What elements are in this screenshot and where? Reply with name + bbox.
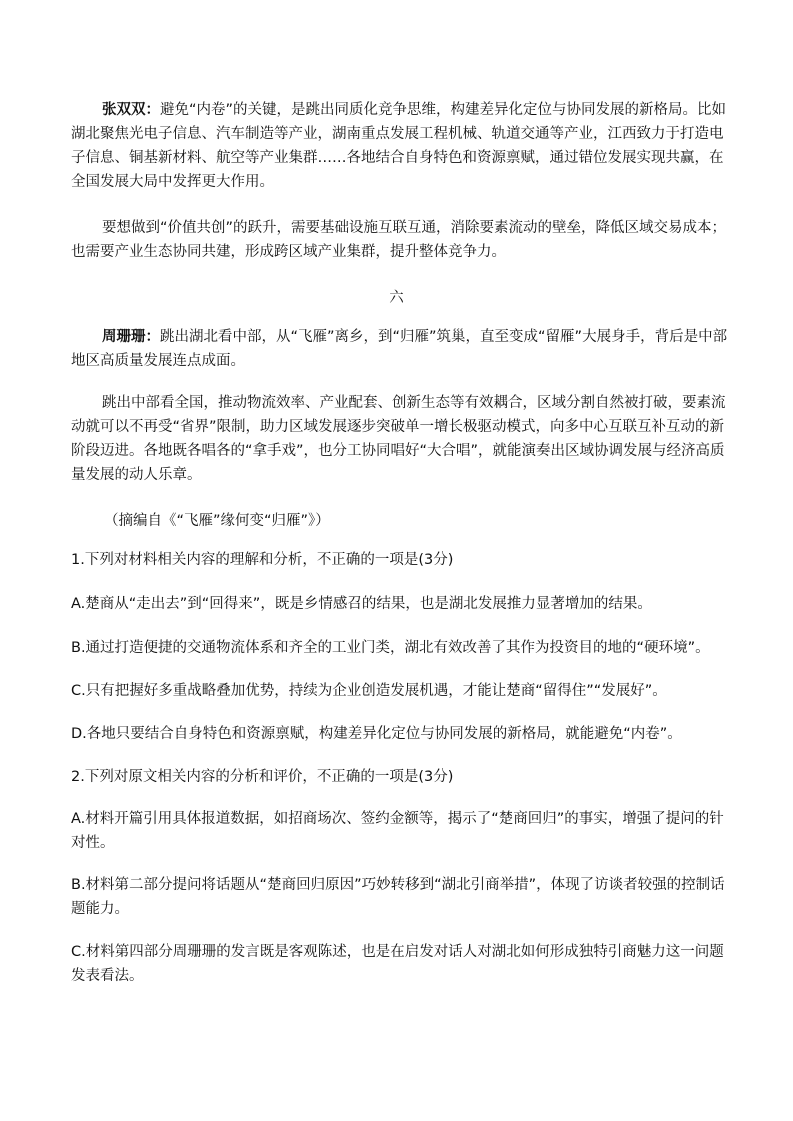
question-1-option-c: C.只有把握好多重战略叠加优势，持续为企业创造发展机遇，才能让楚商“留得住”“发展好”。 [71, 683, 667, 699]
section-heading-six: 六 [389, 290, 404, 306]
source-citation: （摘编自《“飞雁”缘何变“归雁”》） [104, 513, 330, 529]
paragraph-value-cocreation: 要想做到“价值共创”的跃升，需要基础设施互联互通，消除要素流动的壁垒，降低区域交易成本；也需要产业生态协同共建，形成跨区域产业集群，提升整体竞争力。 [71, 220, 727, 260]
question-1-option-a: A.楚商从“走出去”到“回得来”，既是乡情感召的结果，也是湖北发展推力显著增加的结果。 [71, 596, 652, 612]
paragraph-text: 避免“内卷”的关键，是跳出同质化竞争思维，构建差异化定位与协同发展的新格局。比如湖北聚焦光电子信息、汽车制造等产业，湖南重点发展工程机械、轨道交通等产业，江西致力于打造电子信息、铜基新材料、航空等产业集群……各地结合自身特色和资源禀赋，通过错位发展实现共赢，在全国发展大局中发挥更大作用。 [71, 102, 727, 190]
question-2-option-a: A.材料开篇引用具体报道数据，如招商场次、签约金额等，揭示了“楚商回归”的事实，增强了提问的针对性。 [71, 811, 724, 851]
speaker-name: 周珊珊： [102, 329, 160, 345]
question-2-option-b: B.材料第二部分提问将话题从“楚商回归原因”巧妙转移到“湖北引商举措”，体现了访谈者较强的控制话题能力。 [71, 877, 725, 917]
question-1-option-b: B.通过打造便捷的交通物流体系和齐全的工业门类，湖北有效改善了其作为投资目的地的“硬环境”。 [71, 640, 710, 656]
question-1-stem: 1.下列对材料相关内容的理解和分析，不正确的一项是(3分) [71, 552, 454, 568]
paragraph-zhang [71, 98, 731, 194]
paragraph-text: 跳出湖北看中部，从“飞雁”离乡，到“归雁”筑巢，直至变成“留雁”大展身手，背后是中部地区高质量发展连点成面。 [71, 329, 728, 369]
question-2-option-c: C.材料第四部分周珊珊的发言既是客观陈述，也是在启发对话人对湖北如何形成独特引商魅力这一问题发表看法。 [71, 944, 724, 984]
paragraph-central-region: 跳出中部看全国，推动物流效率、产业配套、创新生态等有效耦合，区域分割自然被打破，要素流动就可以不再受“省界”限制，助力区域发展逐步突破单一增长极驱动模式，向多中心互联互补互动的新阶段迈进。各地既各唱各的“拿手戏”，也分工协同唱好“大合唱”，就能演奏出区域协调发展与经济高质量发展的动人乐章。 [71, 395, 726, 483]
question-1-option-d: D.各地只要结合自身特色和资源禀赋，构建差异化定位与协同发展的新格局，就能避免“内卷”。 [71, 726, 682, 742]
speaker-name: 张双双： [102, 102, 160, 118]
question-2-stem: 2.下列对原文相关内容的分析和评价，不正确的一项是(3分) [71, 769, 454, 785]
paragraph-zhou [71, 325, 731, 373]
